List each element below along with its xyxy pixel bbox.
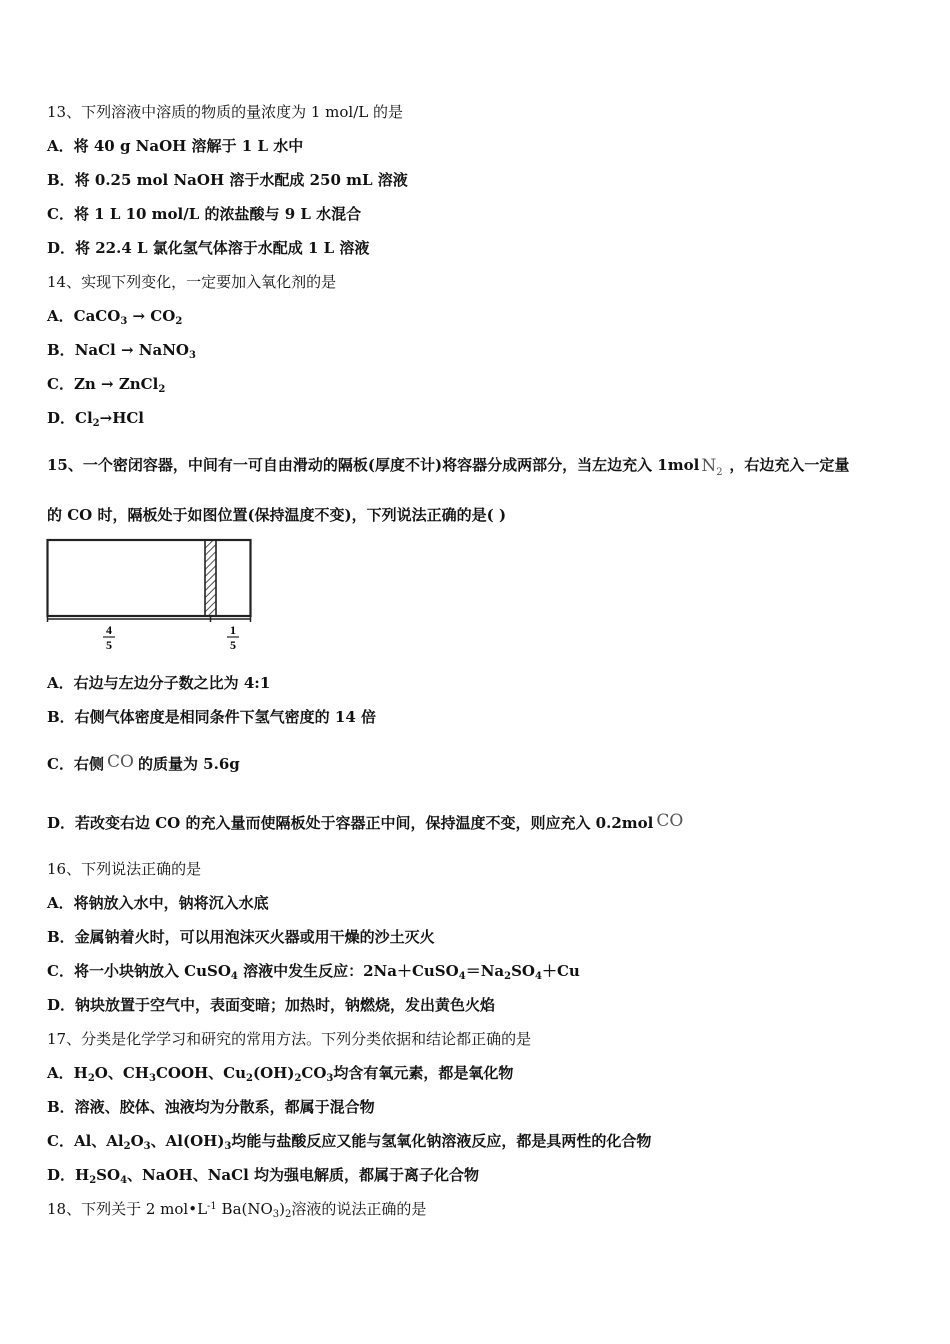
- q16-option-c: C．将一小块钠放入 CuSO$_4$ 溶液中发生反应：$2Na+CuSO_4=Na_2SO_4+Cu$: [47, 962, 580, 982]
- q17-stem: 17、分类是化学学习和研究的常用方法。下列分类依据和结论都正确的是: [47, 1030, 532, 1048]
- q15-option-d: D．若改变右边 CO 的充入量而使隔板处于容器正中间，保持温度不变，则应充入 0.2mol CO: [47, 811, 684, 832]
- right-fraction-denominator: 5: [230, 638, 236, 652]
- n2-formula: $N_2$: [701, 456, 723, 478]
- q16-option-b: B．金属钠着火时，可以用泡沫灭火器或用干燥的沙土灭火: [47, 928, 435, 946]
- q16-option-a: A．将钠放入水中，钠将沉入水底: [47, 894, 269, 912]
- q14-option-d: D．$Cl_2\to HCl$: [47, 409, 145, 429]
- q17-option-c: C．Al、$Al_2O_3$、$Al(OH)_3$均能与盐酸反应又能与氢氧化钠溶液反应，都是具两性的化合物: [47, 1132, 652, 1152]
- q17-option-b: B．溶液、胶体、浊液均为分散系，都属于混合物: [47, 1098, 375, 1116]
- q14-option-b: B．NaCl → NaNO$_3$: [47, 341, 196, 361]
- q16-option-d: D．钠块放置于空气中，表面变暗；加热时，钠燃烧，发出黄色火焰: [47, 996, 496, 1014]
- partition: [205, 540, 216, 616]
- q15-stem-line2: 的 CO 时，隔板处于如图位置(保持温度不变)，下列说法正确的是( ): [47, 506, 507, 524]
- left-fraction-denominator: 5: [106, 638, 112, 652]
- left-fraction-numerator: 4: [106, 623, 112, 637]
- container-partition-diagram: [46, 537, 256, 653]
- q17-option-d: D．$H_2SO_4$、NaOH、NaCl 均为强电解质，都属于离子化合物: [47, 1166, 479, 1186]
- q15-stem-line1: 15、一个密闭容器，中间有一可自由滑动的隔板(厚度不计)将容器分成两部分，当左边充入 1mol $N_2$ ，右边充入一定量: [47, 455, 849, 475]
- q15-option-b: B．右侧气体密度是相同条件下氢气密度的 14 倍: [47, 708, 376, 726]
- q13-stem: 13、下列溶液中溶质的物质的量浓度为 1 mol/L 的是: [47, 103, 404, 121]
- q14-option-a: A．CaCO$_3$ → $CO_2$: [47, 307, 183, 327]
- right-fraction-numerator: 1: [230, 623, 236, 637]
- co-formula: CO: [656, 811, 684, 831]
- q14-stem: 14、实现下列变化，一定要加入氧化剂的是: [47, 273, 337, 291]
- q13-option-a: A．将 40 g NaOH 溶解于 1 L 水中: [47, 137, 304, 155]
- q17-option-a: A．$H_2O$、$CH_3COOH$、$Cu_2(OH)_2CO_3$均含有氧元素，都是氧化物: [47, 1064, 514, 1084]
- q18-stem: 18、下列关于 2 $mol•L^{-1}$ $Ba(NO_3)_2$溶液的说法正确的是: [47, 1200, 427, 1220]
- q13-option-d: D．将 22.4 L 氯化氢气体溶于水配成 1 L 溶液: [47, 239, 370, 257]
- container-outline: [48, 540, 251, 616]
- q16-stem: 16、下列说法正确的是: [47, 860, 202, 878]
- q15-option-a: A．右边与左边分子数之比为 4:1: [47, 674, 271, 692]
- co-formula: CO: [106, 752, 134, 772]
- q14-option-c: C．Zn → ZnCl$_2$: [47, 375, 166, 395]
- q13-option-c: C．将 1 L 10 mol/L 的浓盐酸与 9 L 水混合: [47, 205, 362, 223]
- q15-option-c: C．右侧 CO 的质量为 5.6g: [47, 752, 240, 773]
- q13-option-b: B．将 0.25 mol NaOH 溶于水配成 250 mL 溶液: [47, 171, 408, 189]
